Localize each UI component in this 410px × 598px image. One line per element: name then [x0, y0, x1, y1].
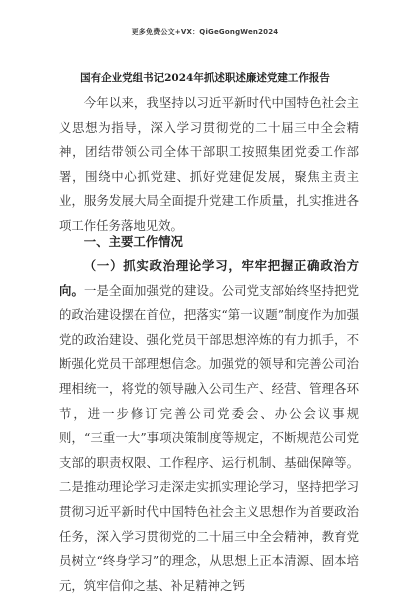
watermark-header: 更多免费公文+VX：QiGeGongWen2024 — [131, 28, 279, 36]
intro-paragraph: 今年以来，我坚持以习近平新时代中国特色社会主义思想为指导，深入学习贯彻党的二十届三中全会精神，团结带领公司全体干部职工按照集团党委工作部署，围绕中心抓党建、抓好党建促发展，聚焦主责主业，服务发展大局全面提升党建工作质量，扎实推进各项工作任务落地见效。 — [59, 95, 359, 233]
section-heading-main-work: 一、主要工作情况 — [83, 234, 183, 249]
subsection-paragraph-political-study — [59, 254, 359, 598]
document-title: 国有企业党组书记2024年抓述职述廉述党建工作报告 — [80, 72, 330, 84]
subsection-heading-political-study: （一）抓实政治理论学习，牢牢把握正确政治方向。 — [59, 258, 359, 298]
subsection-body-text: 一是全面加强党的建设。公司党支部始终坚持把党的政治建设摆在首位，把落实“第一议题”制度作为加强党的政治建设、强化党员干部思想淬炼的有力抓手，不断强化党员干部理想信念。加强党的领导和完善公司治理相统一，将党的领导融入公司生产、经营、管理各环节，进一步修订完善公司党委会、办公会议事规则，“三重一大”事项决策制度等规定，不断规范公司党支部的职责权限、工作程序、运行机制、基础保障等。二是推动理论学习走深走实抓实理论学习，坚持把学习贯彻习近平新时代中国特色社会主义思想作为首要政治任务，深入学习贯彻党的二十届三中全会精神，教育党员树立“终身学习”的理念，从思想上正本清源、固本培元，筑牢信仰之基、补足精神之钙 — [59, 282, 360, 593]
